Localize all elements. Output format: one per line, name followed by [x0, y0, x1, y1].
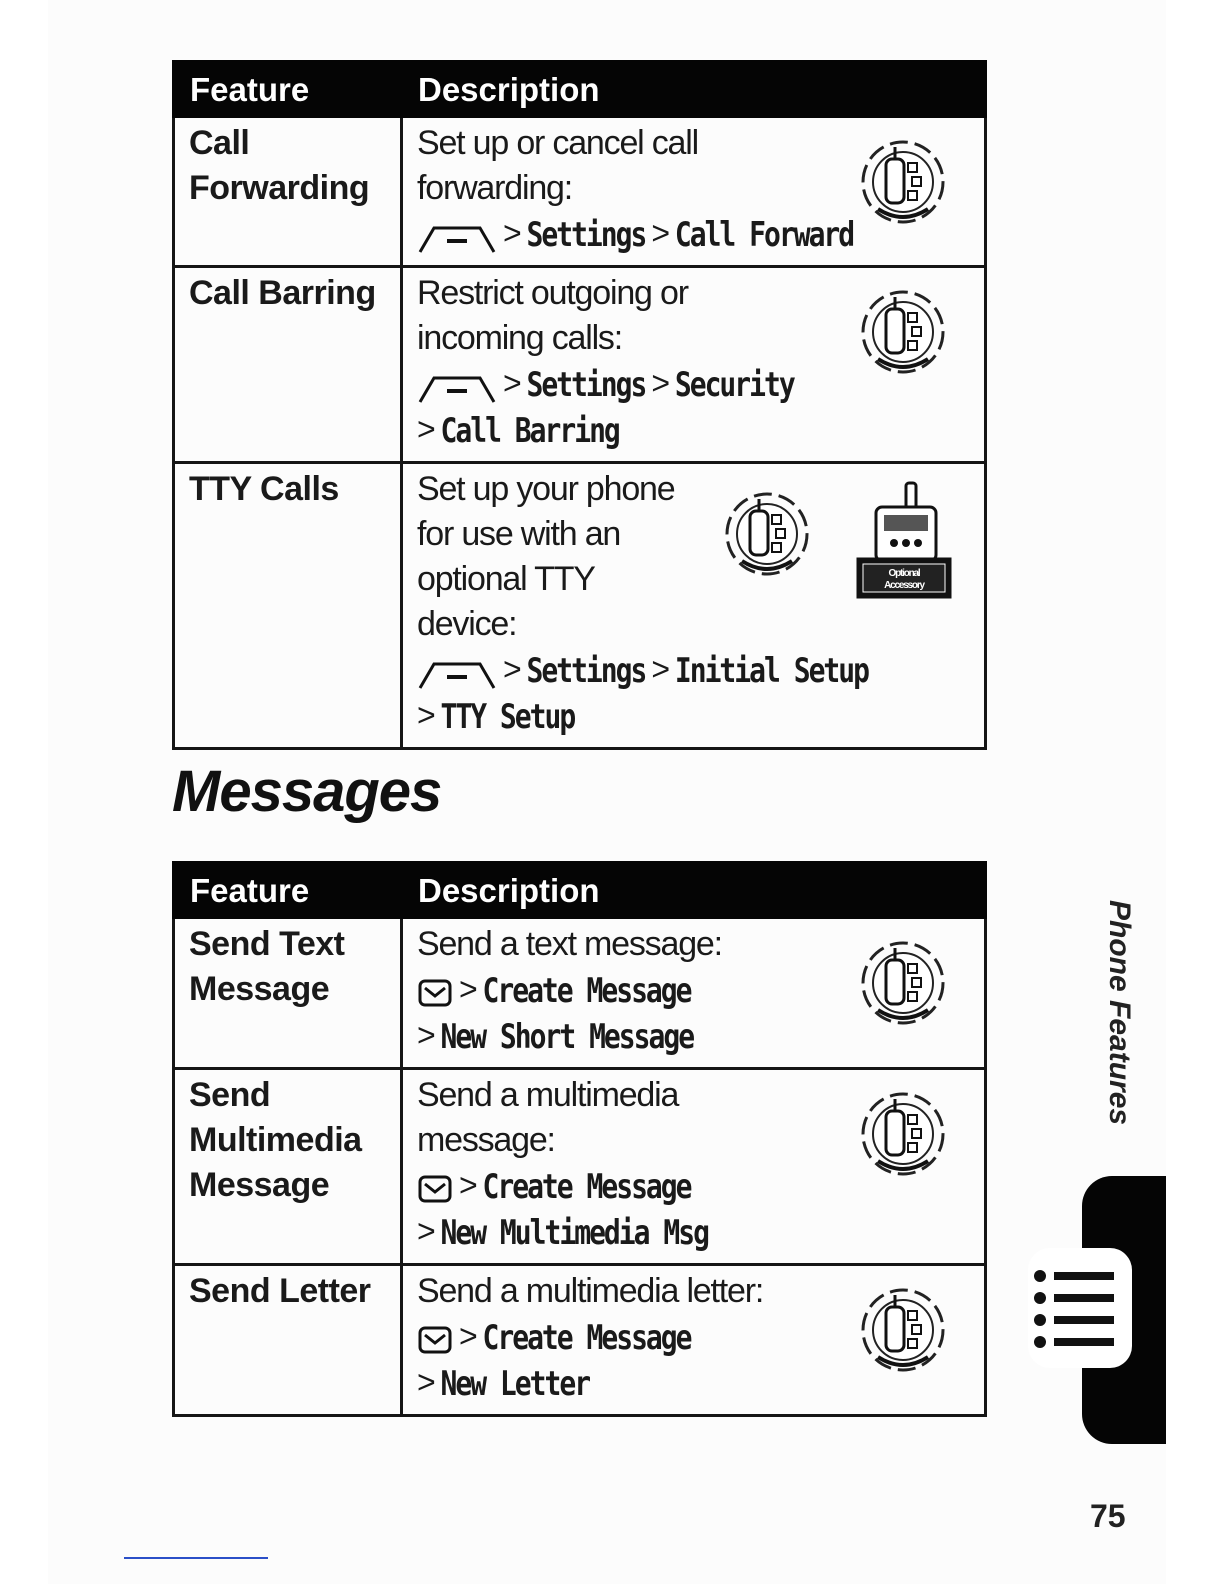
accessory-label-line-2: Accessory — [884, 580, 924, 591]
menu-path: > New Multimedia Msg — [417, 1209, 970, 1255]
menu-path: > New Short Message — [417, 1013, 970, 1059]
page-number: 75 — [1090, 1498, 1126, 1534]
feature-description: Restrict outgoing or incoming calls: — [417, 274, 688, 357]
menu-path-item: Create Message — [482, 970, 691, 1011]
network-dependent-feature-icon — [850, 1277, 956, 1383]
menu-path-item: New Short Message — [440, 1016, 694, 1057]
feature-description-cell — [402, 1069, 986, 1265]
menu-key-icon — [417, 371, 497, 401]
network-dependent-feature-icon — [714, 481, 820, 587]
optional-accessory-icon — [854, 481, 954, 611]
menu-path-item: New Letter — [440, 1363, 590, 1404]
feature-description-cell — [402, 267, 986, 463]
menu-path-item: Security — [674, 364, 794, 405]
feature-description-cell — [402, 463, 986, 749]
menu-path: > Settings > Security — [417, 361, 970, 407]
table-row — [174, 117, 986, 267]
accessory-label-line-1: Optional — [888, 568, 920, 579]
menu-path-item: Initial Setup — [674, 650, 869, 691]
message-key-icon — [417, 1323, 453, 1355]
feature-description: Set up or cancel call forwarding: — [417, 124, 698, 207]
menu-path: > New Letter — [417, 1360, 970, 1406]
table-row — [174, 463, 986, 749]
table-header-row — [174, 863, 986, 918]
feature-description: Send a multimedia message: — [417, 1076, 679, 1159]
menu-path: > Create Message — [417, 1314, 970, 1360]
feature-table-1 — [172, 60, 987, 750]
feature-description-cell — [402, 1265, 986, 1416]
menu-path: > Settings > Call Forward — [417, 211, 970, 257]
description-column-header: Description — [402, 863, 986, 918]
footer-rule — [124, 1557, 268, 1559]
description-column-header: Description — [402, 62, 986, 117]
menu-path: > TTY Setup — [417, 693, 970, 739]
feature-description-cell — [402, 117, 986, 267]
feature-name: Send Multimedia Message — [174, 1069, 402, 1265]
menu-path-item: Call Forward — [674, 214, 854, 255]
feature-list-icon — [1028, 1248, 1134, 1370]
menu-path: > Call Barring — [417, 407, 970, 453]
table-row — [174, 267, 986, 463]
feature-name: Call Forwarding — [174, 117, 402, 267]
message-key-icon — [417, 976, 453, 1008]
feature-column-header: Feature — [174, 62, 402, 117]
menu-path: > Create Message — [417, 1163, 970, 1209]
feature-column-header: Feature — [174, 863, 402, 918]
menu-key-icon — [417, 657, 497, 687]
feature-name: Send Text Message — [174, 918, 402, 1069]
network-dependent-feature-icon — [850, 1081, 956, 1187]
menu-path-item: Create Message — [482, 1317, 691, 1358]
table-row — [174, 918, 986, 1069]
feature-description-cell — [402, 918, 986, 1069]
feature-name: Send Letter — [174, 1265, 402, 1416]
network-dependent-feature-icon — [850, 129, 956, 235]
section-heading: Messages — [172, 759, 442, 824]
menu-path: > Settings > Initial Setup — [417, 647, 970, 693]
menu-path: > Create Message — [417, 967, 970, 1013]
network-dependent-feature-icon — [850, 930, 956, 1036]
feature-table-2 — [172, 861, 987, 1417]
feature-description: Set up your phone for use with an optional TTY device: — [417, 470, 675, 643]
side-section-title: Phone Features — [1103, 900, 1136, 1126]
feature-name: TTY Calls — [174, 463, 402, 749]
table-header-row — [174, 62, 986, 117]
menu-path-item: New Multimedia Msg — [440, 1212, 708, 1253]
feature-description: Send a multimedia letter: — [417, 1272, 764, 1310]
message-key-icon — [417, 1172, 453, 1204]
menu-path-item: Call Barring — [440, 410, 619, 451]
feature-name: Call Barring — [174, 267, 402, 463]
menu-path-item: Create Message — [482, 1166, 691, 1207]
table-row — [174, 1069, 986, 1265]
table-row — [174, 1265, 986, 1416]
menu-path-item: Settings — [526, 364, 646, 405]
network-dependent-feature-icon — [850, 279, 956, 385]
menu-path-item: TTY Setup — [440, 696, 575, 737]
menu-path-item: Settings — [526, 650, 646, 691]
menu-key-icon — [417, 221, 497, 251]
feature-description: Send a text message: — [417, 925, 722, 963]
menu-path-item: Settings — [526, 214, 646, 255]
